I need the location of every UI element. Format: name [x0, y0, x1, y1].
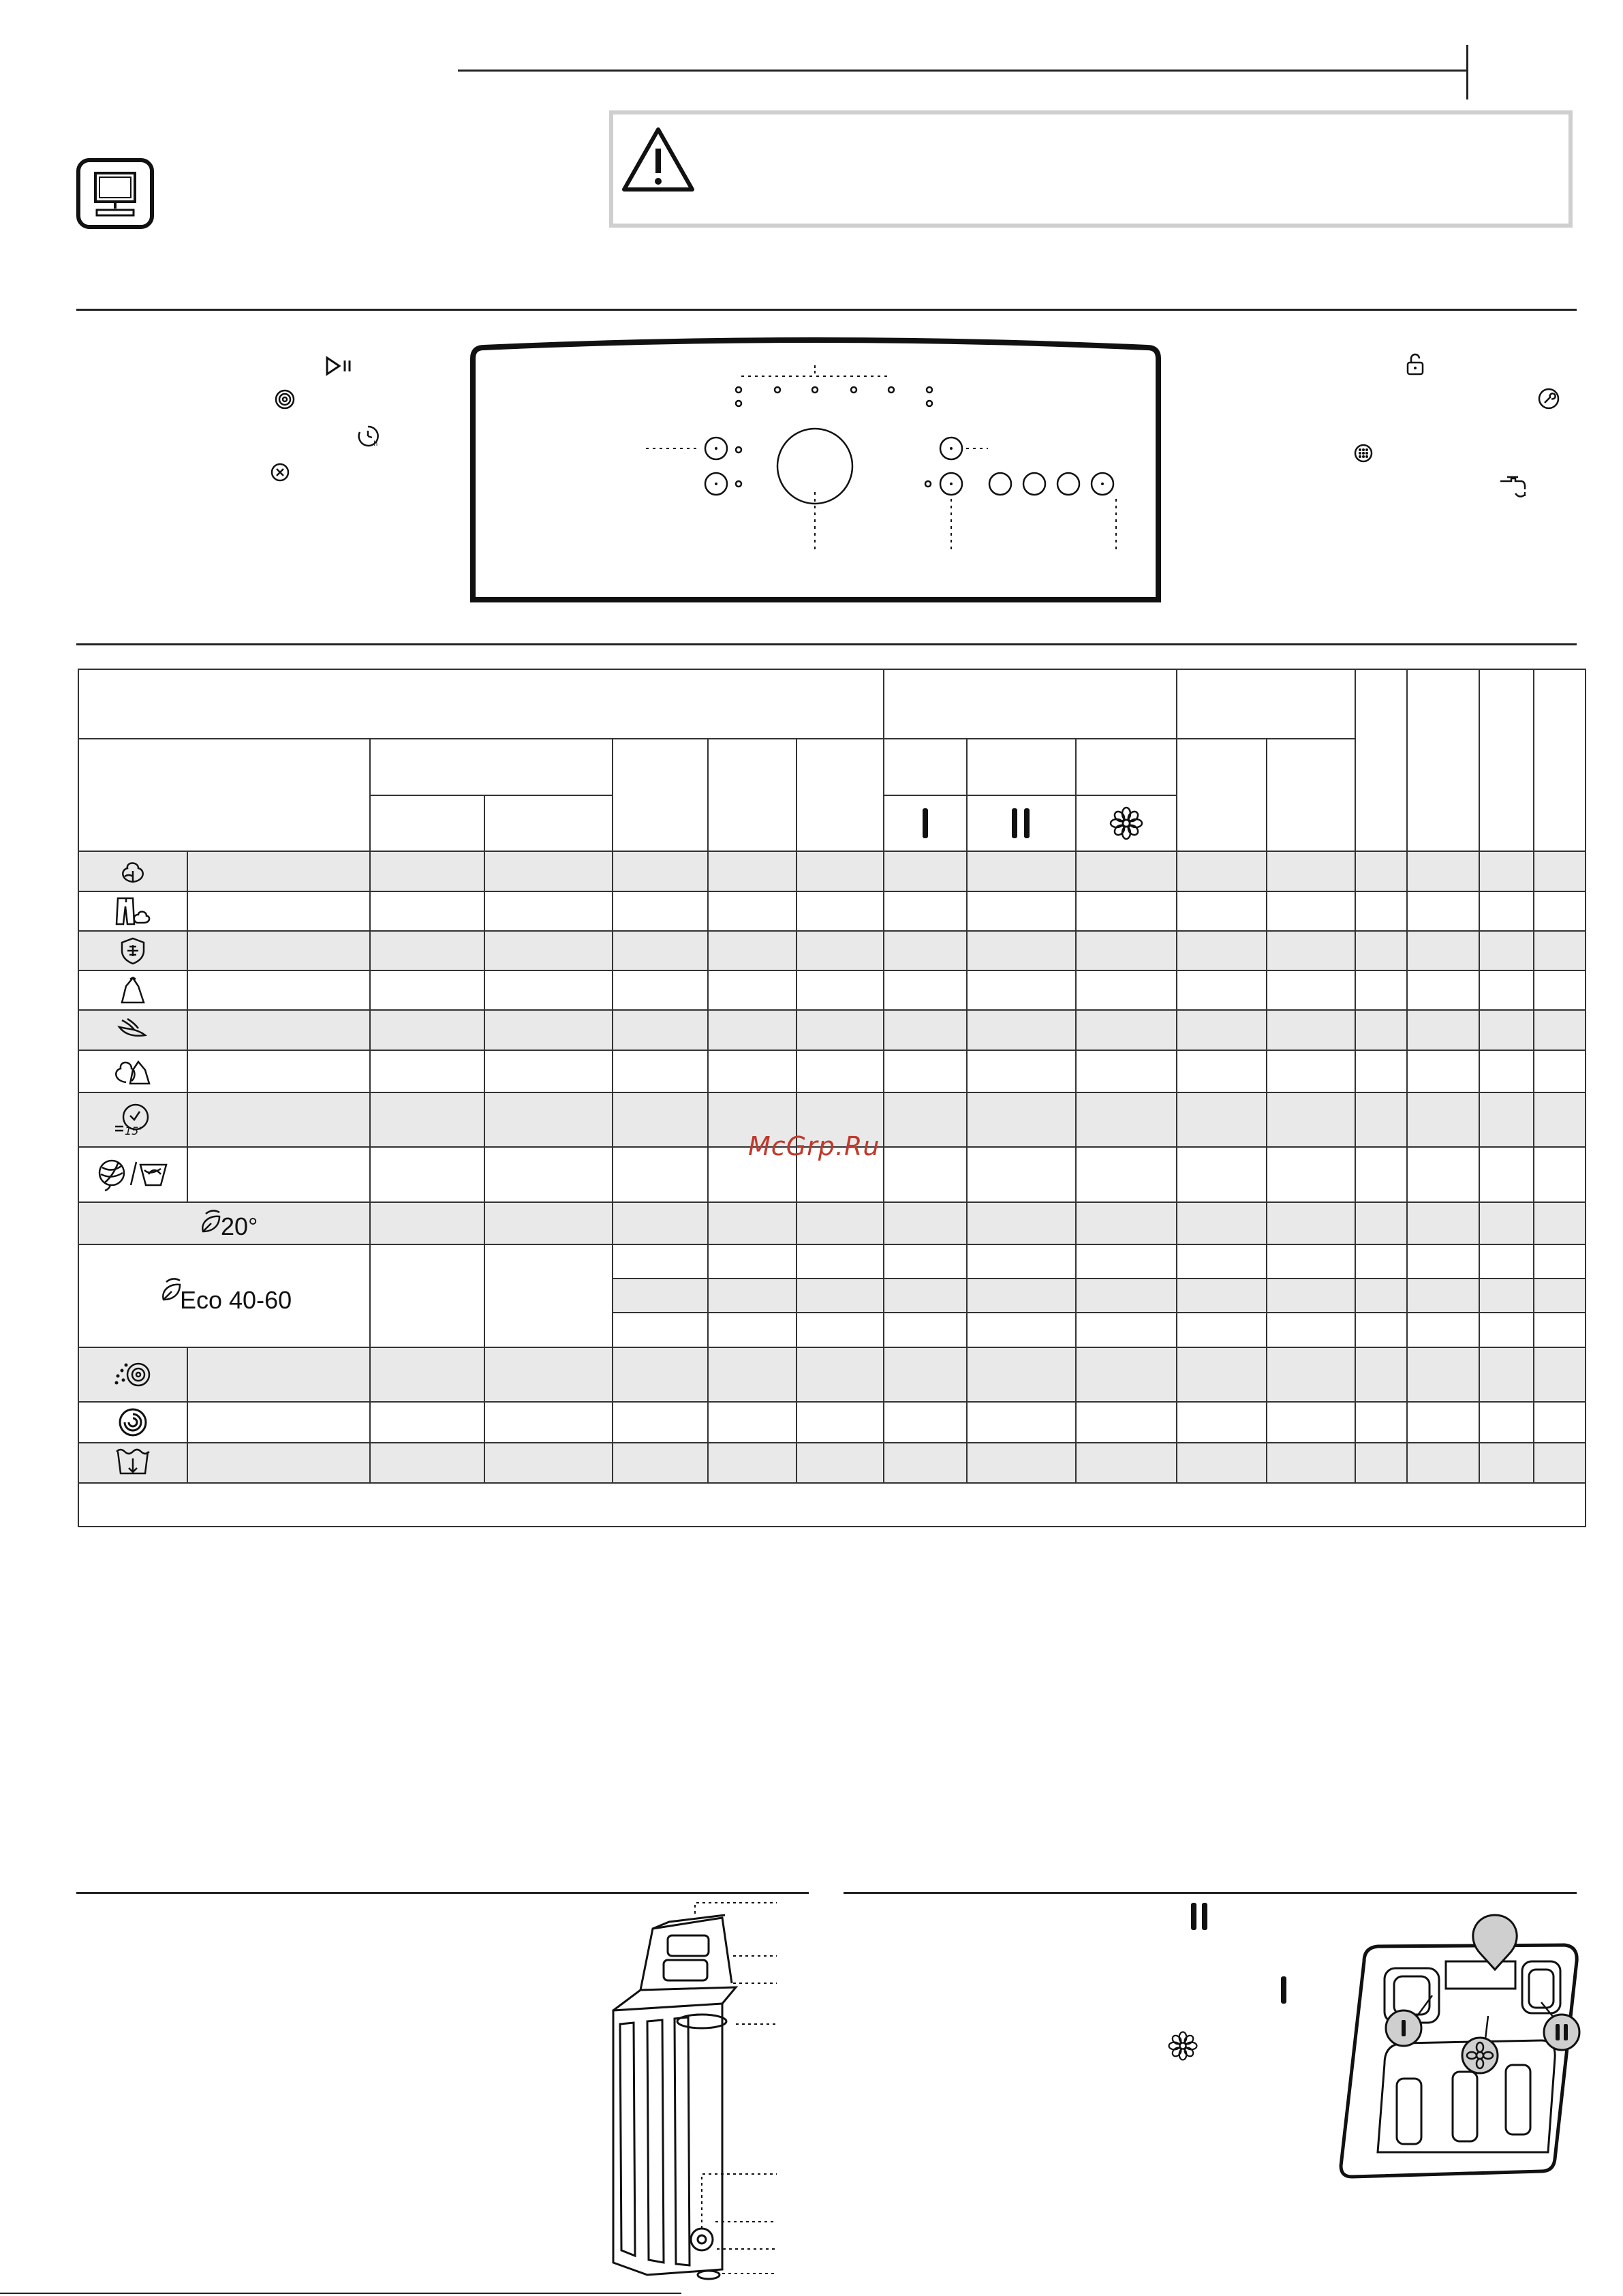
table-row — [78, 1050, 1586, 1092]
prewash-compartment-icon — [918, 806, 932, 840]
page-bottom-rule — [0, 2293, 681, 2294]
table-row — [78, 1443, 1586, 1482]
table-row — [78, 970, 1586, 1010]
synthetics-icon — [118, 975, 148, 1005]
header-rule-tick — [1466, 45, 1468, 100]
unlock-icon — [1405, 352, 1425, 376]
softener-compartment-icon — [1166, 2030, 1199, 2062]
watermark-text: McGrp.Ru — [748, 1131, 880, 1161]
mixed-icon — [111, 1055, 155, 1088]
eco-cotton-icon — [115, 856, 151, 886]
rinse-spin-icon — [111, 1358, 155, 1391]
mainwash-compartment-icon — [1188, 1901, 1211, 1931]
hygiene-shield-icon — [117, 936, 149, 966]
table-row — [78, 931, 1586, 970]
header-rule — [458, 70, 1468, 72]
control-panel-diagram — [469, 338, 1162, 604]
jeans-icon — [112, 896, 153, 927]
warning-triangle-icon — [620, 125, 696, 194]
table-row — [78, 1347, 1586, 1402]
drain-icon — [114, 1446, 152, 1479]
table-footer-row — [78, 1483, 1586, 1527]
keylock-icon — [1353, 443, 1374, 463]
svg-text:h: h — [373, 440, 378, 448]
detergent-drawer-illustration — [1337, 1907, 1589, 2186]
start-pause-icon — [324, 356, 354, 376]
mainwash-compartment-icon — [1008, 806, 1035, 840]
table-row — [78, 1202, 1586, 1244]
washing-machine-illustration — [600, 1901, 797, 2283]
table-row — [78, 1244, 1586, 1279]
program-eco-20-label: 20° — [221, 1212, 258, 1240]
table-row — [78, 851, 1586, 891]
svg-text:15': 15' — [125, 1124, 142, 1138]
delay-timer-icon — [356, 424, 380, 448]
table-row — [78, 1402, 1586, 1443]
bottom-right-rule — [844, 1892, 1577, 1894]
section-rule-1 — [76, 309, 1577, 311]
service-icon — [1537, 387, 1560, 410]
program-eco-40-60-label: Eco 40-60 — [180, 1285, 292, 1314]
table-header-row-1 — [78, 669, 1586, 739]
wool-handwash-icon — [95, 1155, 170, 1193]
warning-box — [609, 110, 1573, 228]
section-rule-2 — [76, 643, 1577, 645]
table-row — [78, 1010, 1586, 1050]
cancel-icon — [270, 462, 290, 483]
bottom-left-rule — [76, 1892, 809, 1894]
softener-compartment-icon — [1108, 805, 1145, 842]
rapid-15-icon — [112, 1101, 153, 1139]
eco-leaf-icon — [199, 1208, 223, 1236]
delicates-icon — [114, 1015, 152, 1045]
program-table — [78, 669, 1586, 1527]
monitor-icon — [76, 158, 154, 229]
prewash-compartment-icon — [1278, 1975, 1289, 2005]
rinse-tap-icon — [1498, 474, 1529, 502]
spin-icon — [274, 388, 296, 410]
table-row — [78, 891, 1586, 931]
spin-program-icon — [117, 1406, 149, 1439]
